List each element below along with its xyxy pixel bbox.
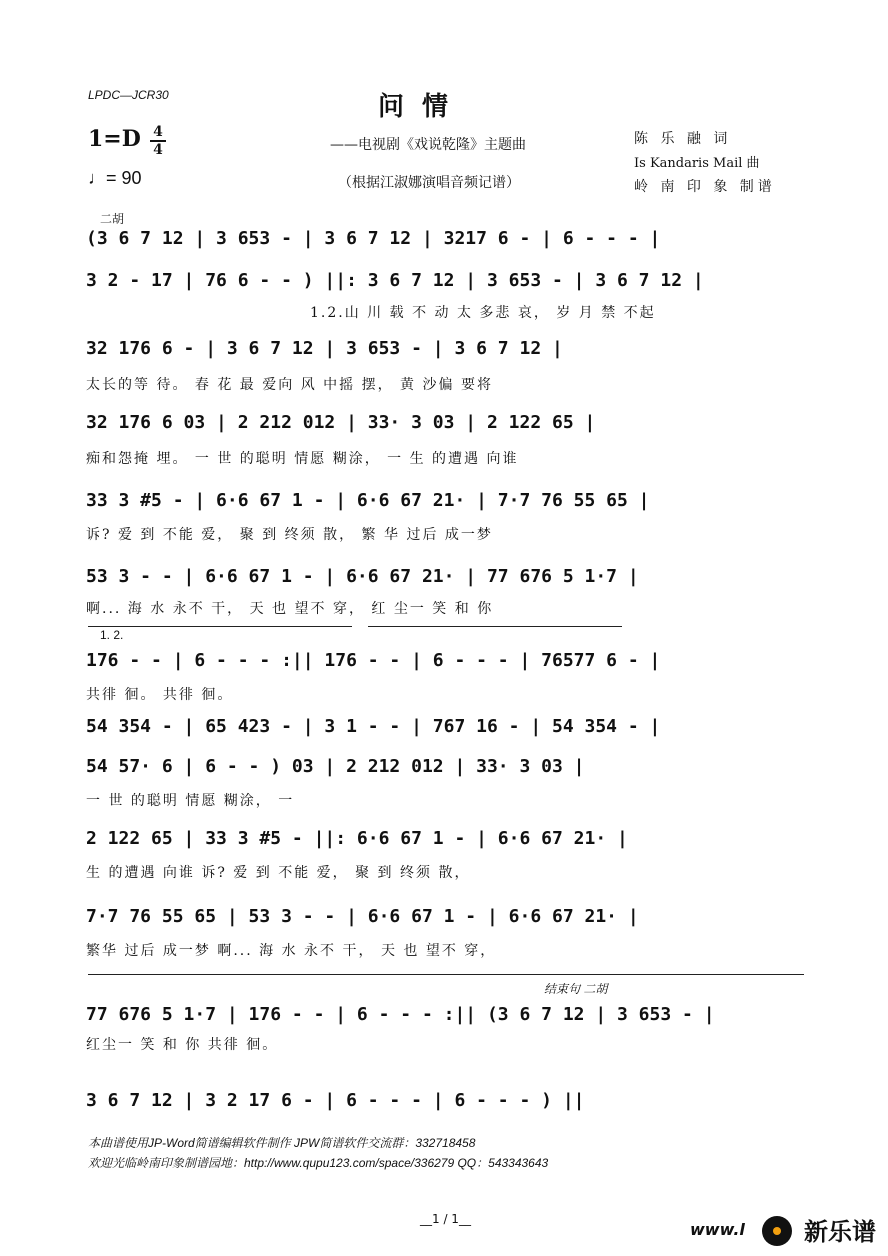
lyric-line: 红尘一 笑 和 你 共徘 徊。 — [86, 1037, 279, 1053]
time-signature — [150, 124, 166, 158]
lyric-line: 1.2.山 川 载 不 动 太 多悲 哀， 岁 月 禁 不起 — [310, 305, 656, 321]
time-sig-bottom: 4 — [150, 140, 166, 158]
lyric-line: 共徘 徊。 共徘 徊。 — [86, 687, 234, 703]
notation-line: 7·7 76 55 65 | 53 3 - - | 6·6 67 1 - | 6·6 67 21· | — [86, 906, 639, 927]
lyric-line: 诉? 爱 到 不能 爱， 聚 到 终须 散， 繁 华 过后 成一梦 — [86, 527, 493, 543]
time-sig-top: 4 — [153, 124, 163, 140]
volta-bracket-1 — [88, 626, 352, 627]
notation-line: 32 176 6 - | 3 6 7 12 | 3 653 - | 3 6 7 12 | — [86, 338, 563, 359]
notation-line: 54 354 - | 65 423 - | 3 1 - - | 767 16 - | 54 354 - | — [86, 716, 661, 737]
page-number: __1 / 1__ — [420, 1212, 471, 1226]
notation-line: 176 - - | 6 - - - :|| 176 - - | 6 - - - | 76577 6 - | — [86, 650, 661, 671]
lyric-line: 生 的遭遇 向谁 诉? 爱 到 不能 爱， 聚 到 终须 散， — [86, 865, 471, 881]
volta-bracket-2 — [368, 626, 622, 627]
song-title: 问情 — [378, 92, 467, 122]
notation-line: 33 3 #5 - | 6·6 67 1 - | 6·6 67 21· | 7·7 76 55 65 | — [86, 490, 650, 511]
notation-line: 3 6 7 12 | 3 2 17 6 - | 6 - - - | 6 - - - ) || — [86, 1090, 585, 1111]
subtitle: ——电视剧《戏说乾隆》主题曲 — [330, 137, 526, 153]
lyric-line: 痴和怨掩 埋。 一 世 的聪明 情愿 糊涂， 一 生 的遭遇 向谁 — [86, 451, 519, 467]
volta-label: 1. 2. — [100, 628, 124, 642]
lyricist-credit: 陈 乐 融 词 — [634, 131, 732, 147]
instrument-label: 二胡 — [100, 212, 125, 226]
score-code: LPDC—JCR30 — [88, 88, 169, 102]
notation-line: 54 57· 6 | 6 - - ) 03 | 2 212 012 | 33· 3 03 | — [86, 756, 585, 777]
coda-label: 结束句 二胡 — [544, 982, 608, 996]
notation-line: 32 176 6 03 | 2 212 012 | 33· 3 03 | 2 122 65 | — [86, 412, 596, 433]
brand-name[interactable]: 新乐谱 — [804, 1218, 876, 1246]
notation-line: (3 6 7 12 | 3 653 - | 3 6 7 12 | 3217 6 - | 6 - - - | — [86, 228, 661, 249]
notation-line: 2 122 65 | 33 3 #5 - ||: 6·6 67 1 - | 6·6 67 21· | — [86, 828, 628, 849]
footer-software-note: 本曲谱使用JP-Word简谱编辑软件制作 JPW简谱软件交流群：332718458 — [88, 1136, 476, 1150]
arranger-credit: 岭 南 印 象 制谱 — [634, 179, 776, 195]
disc-logo-icon — [762, 1216, 792, 1246]
lyric-line: 一 世 的聪明 情愿 糊涂， 一 — [86, 793, 295, 809]
tempo-mark: ♩= 90 — [88, 168, 142, 188]
lyric-line: 繁华 过后 成一梦 啊... 海 水 永不 干， 天 也 望不 穿， — [86, 943, 497, 959]
key-signature: 1=D — [88, 126, 141, 152]
transcription-note: （根据江淑娜演唱音频记谱） — [338, 175, 520, 191]
notation-line: 53 3 - - | 6·6 67 1 - | 6·6 67 21· | 77 676 5 1·7 | — [86, 566, 639, 587]
lyric-line: 啊... 海 水 永不 干， 天 也 望不 穿， 红 尘一 笑 和 你 — [86, 601, 494, 617]
notation-line: 77 676 5 1·7 | 176 - - | 6 - - - :|| (3 6 7 12 | 3 653 - | — [86, 1004, 715, 1025]
notation-line: 3 2 - 17 | 76 6 - - ) ||: 3 6 7 12 | 3 653 - | 3 6 7 12 | — [86, 270, 704, 291]
composer-credit: Is Kandaris Mail 曲 — [634, 156, 760, 171]
lyric-line: 太长的等 待。 春 花 最 爱向 风 中摇 摆， 黄 沙偏 要将 — [86, 377, 493, 393]
footer-website-note: 欢迎光临岭南印象制谱园地：http://www.qupu123.com/space/336279 QQ：543343643 — [88, 1156, 549, 1170]
system-rule — [88, 974, 804, 975]
brand-url[interactable]: www.l — [690, 1220, 745, 1239]
